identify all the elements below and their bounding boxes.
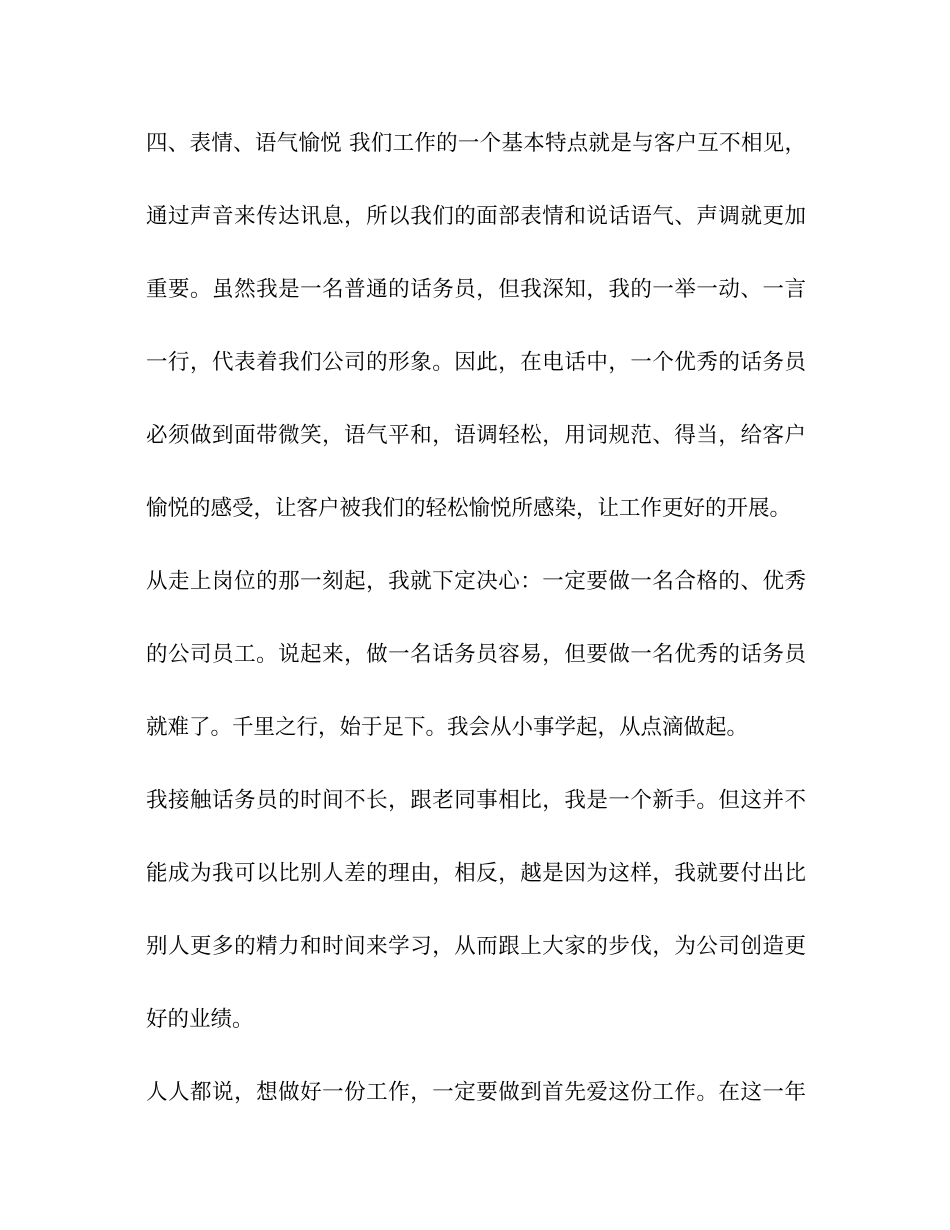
text-line: 好的业绩。 — [146, 1007, 254, 1032]
text-line: 一行，代表着我们公司的形象。因此，在电话中，一个优秀的话务员 — [146, 350, 806, 375]
text-line: 人人都说，想做好一份工作，一定要做到首先爱这份工作。在这一年 — [146, 1080, 806, 1105]
text-line: 别人更多的精力和时间来学习，从而跟上大家的步伐，为公司创造更 — [146, 934, 806, 959]
text-line: 能成为我可以比别人差的理由，相反，越是因为这样，我就要付出比 — [146, 861, 806, 886]
text-line: 愉悦的感受，让客户被我们的轻松愉悦所感染，让工作更好的开展。 — [146, 496, 792, 521]
text-line: 就难了。千里之行，始于足下。我会从小事学起，从点滴做起。 — [146, 715, 749, 740]
text-line: 四、表情、语气愉悦 我们工作的一个基本特点就是与客户互不相见， — [146, 131, 806, 156]
text-line: 从走上岗位的那一刻起，我就下定决心：一定要做一名合格的、优秀 — [146, 569, 806, 594]
text-line: 的公司员工。说起来，做一名话务员容易，但要做一名优秀的话务员 — [146, 642, 806, 667]
document-body — [146, 116, 806, 1138]
text-line: 必须做到面带微笑，语气平和，语调轻松，用词规范、得当，给客户 — [146, 423, 806, 448]
text-line: 重要。虽然我是一名普通的话务员，但我深知，我的一举一动、一言 — [146, 277, 806, 302]
text-line: 我接触话务员的时间不长，跟老同事相比，我是一个新手。但这并不 — [146, 788, 806, 813]
text-line: 通过声音来传达讯息，所以我们的面部表情和说话语气、声调就更加 — [146, 204, 806, 229]
